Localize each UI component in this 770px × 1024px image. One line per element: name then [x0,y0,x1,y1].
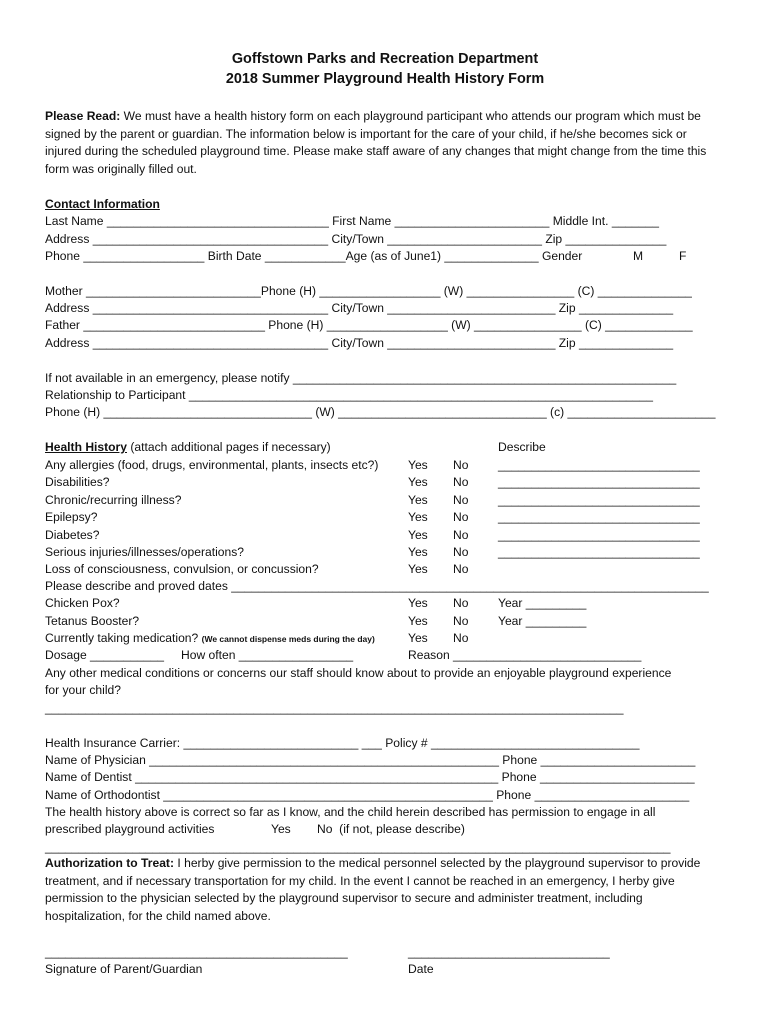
health-question-yes[interactable]: Yes [408,528,428,542]
health-question-no[interactable]: No [453,493,469,507]
address-line[interactable]: Address ___________________________________ City/Town _______________________ Zip _______________ [45,232,667,246]
insurance-carrier-line[interactable]: Health Insurance Carrier: __________________________ ___ Policy # _______________________________ [45,736,640,750]
health-question-yes[interactable]: Yes [408,562,428,576]
health-question-no[interactable]: No [453,510,469,524]
health-question-no[interactable]: No [453,562,469,576]
other-conditions-line1: Any other medical conditions or concerns our staff should know about to provide an enjoyable playground experience [45,666,672,680]
gender-f-option[interactable]: F [679,249,687,263]
health-question-describe[interactable]: ______________________________ [498,545,700,559]
chicken-pox-yes[interactable]: Yes [408,596,428,610]
other-conditions-blank[interactable]: ______________________________________________________________________________________ [45,701,624,715]
how-often-field[interactable]: How often _________________ [181,648,354,662]
health-question: Disabilities? [45,475,110,489]
statement-line1: The health history above is correct so far as I know, and the child herein described has permission to engage in all [45,805,656,819]
signature-field[interactable]: _____________________________________________ [45,945,348,959]
health-question-yes[interactable]: Yes [408,475,428,489]
name-line[interactable]: Last Name _________________________________ First Name _______________________ Middle Int. _______ [45,214,659,228]
form-title: 2018 Summer Playground Health History Form [225,71,545,87]
health-question-yes[interactable]: Yes [408,545,428,559]
medication-question [45,630,375,648]
health-question-yes[interactable]: Yes [408,493,428,507]
medication-yes[interactable]: Yes [408,631,428,645]
dates-line[interactable]: Please describe and proved dates _______________________________________________________________________ [45,579,709,593]
chicken-pox-year[interactable]: Year _________ [498,596,587,610]
medication-label: Currently taking medication? [45,631,199,645]
medication-note: (We cannot dispense meds during the day) [201,634,375,644]
health-heading-note: (attach additional pages if necessary) [130,440,331,454]
health-question: Serious injuries/illnesses/operations? [45,545,244,559]
intro-label: Please Read: [45,109,121,123]
mother-line[interactable]: Mother __________________________Phone (H) __________________ (W) ________________ (C) ______________ [45,284,692,298]
date-field[interactable]: ______________________________ [408,945,610,959]
relationship-line[interactable]: Relationship to Participant _____________________________________________________________________ [45,388,653,402]
health-question-describe[interactable]: ______________________________ [498,493,700,507]
health-question: Any allergies (food, drugs, environmental, plants, insects etc?) [45,458,379,472]
form-org-title: Goffstown Parks and Recreation Department [231,51,539,67]
dosage-field[interactable]: Dosage ___________ [45,648,165,662]
health-question-describe[interactable]: ______________________________ [498,458,700,472]
reason-field[interactable]: Reason ____________________________ [408,648,642,662]
health-question-yes[interactable]: Yes [408,510,428,524]
authorization-paragraph [45,855,725,925]
health-question: Loss of consciousness, convulsion, or concussion? [45,562,319,576]
health-question: Epilepsy? [45,510,98,524]
health-question-describe[interactable]: ______________________________ [498,475,700,489]
health-question-describe[interactable]: ______________________________ [498,510,700,524]
orthodontist-line[interactable]: Name of Orthodontist _________________________________________________ Phone _______________________ [45,788,690,802]
father-address-line[interactable]: Address ___________________________________ City/Town _________________________ Zip ______________ [45,336,674,350]
mother-address-line[interactable]: Address ___________________________________ City/Town _________________________ Zip ______________ [45,301,674,315]
health-question: Chronic/recurring illness? [45,493,182,507]
health-question-no[interactable]: No [453,458,469,472]
emergency-contact-line[interactable]: If not available in an emergency, please notify _________________________________________________________ [45,371,677,385]
health-heading-row [45,439,331,456]
date-label: Date [408,962,434,976]
chicken-pox-no[interactable]: No [453,596,469,610]
signature-label: Signature of Parent/Guardian [45,962,203,976]
other-conditions-line2: for your child? [45,683,121,697]
medication-no[interactable]: No [453,631,469,645]
health-question-yes[interactable]: Yes [408,458,428,472]
health-question: Diabetes? [45,528,100,542]
contact-heading: Contact Information [45,197,160,211]
phone-birth-gender-line[interactable]: Phone __________________ Birth Date ____________Age (as of June1) ______________ Gender [45,249,583,263]
describe-label: Describe [498,440,546,454]
tetanus-yes[interactable]: Yes [408,614,428,628]
tetanus-no[interactable]: No [453,614,469,628]
chicken-pox-question: Chicken Pox? [45,596,120,610]
statement-no[interactable]: No (if not, please describe) [317,822,465,836]
father-line[interactable]: Father ___________________________ Phone (H) __________________ (W) ________________ (C) _____________ [45,318,693,332]
health-question-no[interactable]: No [453,545,469,559]
health-question-no[interactable]: No [453,475,469,489]
intro-text: We must have a health history form on each playground participant who attends our program which must be signed by the parent or guardian. The information below is important for the care of your child, if he/she becomes sick or injured during the scheduled playground time. Please make staff aware of any changes that might change from the time this form was originally filled out. [45,109,707,176]
health-question-no[interactable]: No [453,528,469,542]
health-question-describe[interactable]: ______________________________ [498,528,700,542]
health-heading: Health History [45,440,127,454]
tetanus-year[interactable]: Year _________ [498,614,587,628]
statement-yes[interactable]: Yes [271,822,291,836]
tetanus-question: Tetanus Booster? [45,614,140,628]
physician-line[interactable]: Name of Physician ____________________________________________________ Phone _______________________ [45,753,696,767]
statement-line2: prescribed playground activities [45,822,215,836]
authorization-text: I herby give permission to the medical personnel selected by the playground supervisor to provide treatment, and if necessary transportation for my child. In the event I cannot be reached in an emergency, I herby give permission to the physician selected by the playground supervisor to secure and administer treatment, including hospitalization, for the child named above. [45,856,701,923]
authorization-label: Authorization to Treat: [45,856,174,870]
emergency-phone-line[interactable]: Phone (H) _______________________________ (W) _______________________________ (c) ______________________ [45,405,716,419]
statement-blank[interactable]: _____________________________________________________________________________________________ [45,840,671,854]
dentist-line[interactable]: Name of Dentist ______________________________________________________ Phone _______________________ [45,770,695,784]
gender-m-option[interactable]: M [633,249,644,263]
intro-paragraph [45,108,725,178]
